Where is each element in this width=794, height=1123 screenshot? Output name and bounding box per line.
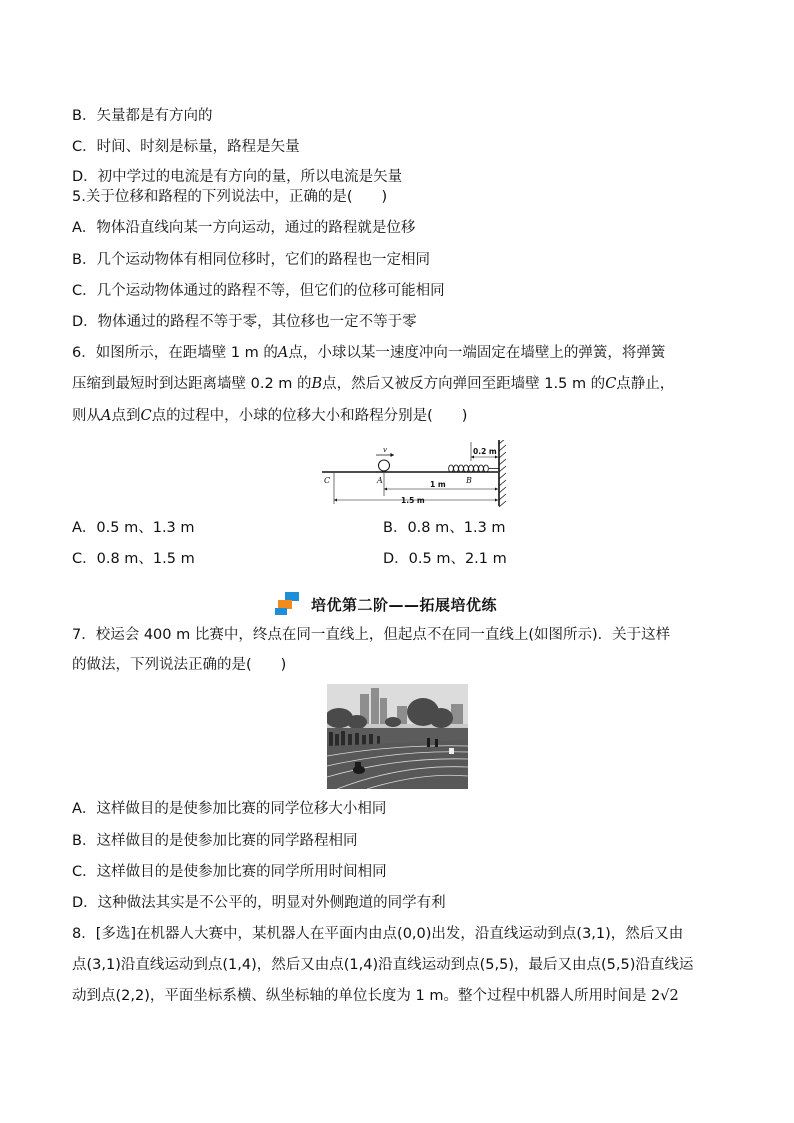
text: 动到点(2,2)，平面坐标系横、纵坐标轴的单位长度为 1 m。整个过程中机器人所用时间是 2 bbox=[72, 988, 661, 1004]
line-q7-c: C．这样做目的是使参加比赛的同学所用时间相同 bbox=[72, 864, 387, 880]
question-8-line-2: 点(3,1)沿直线运动到点(1,4)，然后又由点(1,4)沿直线运动到点(5,5)，最后又由点(5,5)沿直线运 bbox=[72, 957, 694, 973]
line-q7-b: B．这样做目的是使参加比赛的同学路程相同 bbox=[72, 833, 358, 849]
line-q5-c: C．几个运动物体通过的路程不等，但它们的位移可能相同 bbox=[72, 283, 445, 299]
text: 点的过程中，小球的位移大小和路程分别是( ) bbox=[151, 408, 468, 424]
italic-letter-a: A bbox=[277, 345, 289, 361]
italic-letter-c: C bbox=[140, 408, 152, 424]
text: 点静止， bbox=[616, 376, 675, 392]
sqrt-expression: √2 bbox=[660, 988, 679, 1004]
line-q4-b: B．矢量都是有方向的 bbox=[72, 108, 213, 124]
section-title-text: 培优第二阶——拓展培优练 bbox=[311, 595, 498, 614]
label-a: A bbox=[377, 476, 383, 485]
line-q5-b: B．几个运动物体有相同位移时，它们的路程也一定相同 bbox=[72, 252, 430, 268]
line-q7-d: D．这种做法其实是不公平的，明显对外侧跑道的同学有利 bbox=[72, 895, 446, 911]
spring-icon bbox=[449, 465, 499, 472]
italic-letter-c: C bbox=[605, 376, 617, 392]
line-q7-a: A．这样做目的是使参加比赛的同学位移大小相同 bbox=[72, 801, 387, 817]
dimension-02m-label: 0.2 m bbox=[473, 447, 497, 456]
question-6-line-3 bbox=[72, 406, 467, 426]
question-7-line-1: 7．校运会 400 m 比赛中，终点在同一直线上，但起点不在同一直线上(如图所示)．关于这样 bbox=[72, 627, 671, 643]
question-8-line-1: 8．[多选]在机器人大赛中，某机器人在平面内由点(0,0)出发，沿直线运动到点(3,1)，然后又由 bbox=[72, 926, 684, 942]
italic-letter-b: B bbox=[311, 376, 323, 392]
text: 压缩到最短时到达距离墙壁 0.2 m 的 bbox=[72, 376, 312, 392]
question-7-line-2: 的做法，下列说法正确的是( ) bbox=[72, 657, 287, 673]
section-header bbox=[275, 592, 497, 616]
text: 点到 bbox=[111, 408, 141, 424]
dimension-1m-label: 1 m bbox=[430, 480, 446, 489]
line-q6-a: A．0.5 m、1.3 m bbox=[72, 520, 195, 536]
line-q6-c: C．0.8 m、1.5 m bbox=[72, 551, 195, 567]
race-track-photo bbox=[327, 684, 468, 789]
line-q4-c: C．时间、时刻是标量，路程是矢量 bbox=[72, 139, 300, 155]
text: 6．如图所示，在距墙壁 1 m 的 bbox=[72, 345, 278, 361]
label-b: B bbox=[466, 476, 472, 485]
text: 点，小球以某一速度冲向一端固定在墙壁上的弹簧，将弹簧 bbox=[288, 345, 666, 361]
label-v: v bbox=[383, 446, 387, 454]
label-c: C bbox=[324, 476, 331, 485]
line-q6-d: D．0.5 m、2.1 m bbox=[383, 551, 507, 567]
question-6-line-2 bbox=[72, 374, 674, 394]
ball-icon bbox=[379, 460, 390, 471]
line-q6-b: B．0.8 m、1.3 m bbox=[383, 520, 506, 536]
question-5-stem: 5.关于位移和路程的下列说法中，正确的是( ) bbox=[72, 189, 388, 205]
wall-icon bbox=[499, 440, 506, 507]
italic-letter-a: A bbox=[101, 408, 112, 424]
question-6-line-1 bbox=[72, 343, 665, 363]
line-q5-d: D．物体通过的路程不等于零，其位移也一定不等于零 bbox=[72, 314, 417, 330]
spring-wall-diagram bbox=[318, 440, 518, 508]
dimension-15m-label: 1.5 m bbox=[401, 496, 425, 505]
text: 则从 bbox=[72, 408, 101, 424]
question-8-line-3 bbox=[72, 986, 679, 1006]
line-q5-a: A．物体沿直线向某一方向运动，通过的路程就是位移 bbox=[72, 220, 416, 236]
text: 点，然后又被反方向弹回至距墙壁 1.5 m 的 bbox=[322, 376, 606, 392]
section-blocks-icon bbox=[275, 592, 305, 616]
line-q4-d: D．初中学过的电流是有方向的量，所以电流是矢量 bbox=[72, 169, 403, 185]
